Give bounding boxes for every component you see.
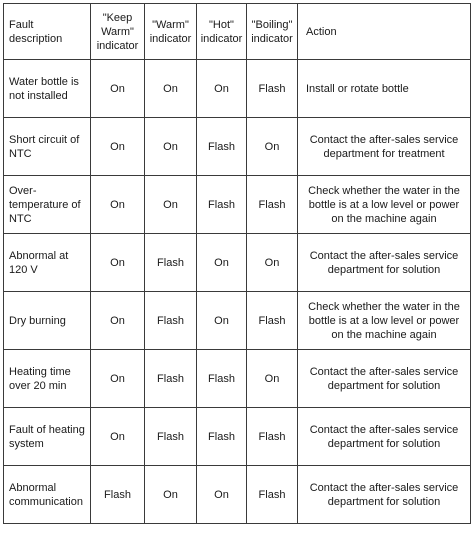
fault-description-cell: Abnormal communication [4, 466, 91, 524]
fault-description-cell: Dry burning [4, 292, 91, 350]
keep-warm-indicator-cell: On [91, 176, 145, 234]
fault-table [3, 3, 471, 524]
fault-description-cell: Heating time over 20 min [4, 350, 91, 408]
hot-indicator-cell: Flash [197, 118, 247, 176]
hot-indicator-cell: On [197, 60, 247, 118]
hot-indicator-cell: On [197, 466, 247, 524]
action-cell: Contact the after-sales service department for treatment [298, 118, 471, 176]
warm-indicator-cell: On [145, 60, 197, 118]
warm-indicator-cell: Flash [145, 234, 197, 292]
warm-indicator-cell: Flash [145, 408, 197, 466]
hot-indicator-cell: Flash [197, 176, 247, 234]
keep-warm-indicator-cell: On [91, 292, 145, 350]
table-row [4, 176, 471, 234]
action-cell: Check whether the water in the bottle is at a low level or power on the machine again [298, 292, 471, 350]
table-row [4, 60, 471, 118]
keep-warm-indicator-cell: On [91, 60, 145, 118]
boiling-indicator-cell: Flash [247, 466, 298, 524]
table-row [4, 408, 471, 466]
boiling-indicator-cell: On [247, 234, 298, 292]
keep-warm-indicator-cell: Flash [91, 466, 145, 524]
keep-warm-indicator-cell: On [91, 234, 145, 292]
action-cell: Contact the after-sales service department for solution [298, 408, 471, 466]
warm-indicator-cell: Flash [145, 292, 197, 350]
header-keep-warm-indicator: "Keep Warm" indicator [91, 4, 145, 60]
warm-indicator-cell: On [145, 118, 197, 176]
action-cell: Install or rotate bottle [298, 60, 471, 118]
table-header-row [4, 4, 471, 60]
table-row [4, 292, 471, 350]
boiling-indicator-cell: On [247, 118, 298, 176]
hot-indicator-cell: Flash [197, 350, 247, 408]
header-action: Action [298, 4, 471, 60]
action-cell: Contact the after-sales service department for solution [298, 350, 471, 408]
warm-indicator-cell: On [145, 176, 197, 234]
boiling-indicator-cell: Flash [247, 408, 298, 466]
boiling-indicator-cell: On [247, 350, 298, 408]
boiling-indicator-cell: Flash [247, 176, 298, 234]
action-cell: Contact the after-sales service department for solution [298, 466, 471, 524]
action-cell: Check whether the water in the bottle is at a low level or power on the machine again [298, 176, 471, 234]
fault-description-cell: Fault of heating system [4, 408, 91, 466]
boiling-indicator-cell: Flash [247, 60, 298, 118]
hot-indicator-cell: On [197, 292, 247, 350]
fault-table-container [3, 3, 471, 524]
action-cell: Contact the after-sales service department for solution [298, 234, 471, 292]
fault-description-cell: Abnormal at 120 V [4, 234, 91, 292]
warm-indicator-cell: On [145, 466, 197, 524]
fault-description-cell: Water bottle is not installed [4, 60, 91, 118]
header-hot-indicator: "Hot" indicator [197, 4, 247, 60]
keep-warm-indicator-cell: On [91, 408, 145, 466]
header-warm-indicator: "Warm" indicator [145, 4, 197, 60]
table-row [4, 118, 471, 176]
fault-description-cell: Over-temperature of NTC [4, 176, 91, 234]
fault-description-cell: Short circuit of NTC [4, 118, 91, 176]
keep-warm-indicator-cell: On [91, 118, 145, 176]
hot-indicator-cell: Flash [197, 408, 247, 466]
boiling-indicator-cell: Flash [247, 292, 298, 350]
table-row [4, 234, 471, 292]
warm-indicator-cell: Flash [145, 350, 197, 408]
hot-indicator-cell: On [197, 234, 247, 292]
table-row [4, 466, 471, 524]
table-row [4, 350, 471, 408]
header-fault-description: Fault description [4, 4, 91, 60]
keep-warm-indicator-cell: On [91, 350, 145, 408]
header-boiling-indicator: "Boiling" indicator [247, 4, 298, 60]
